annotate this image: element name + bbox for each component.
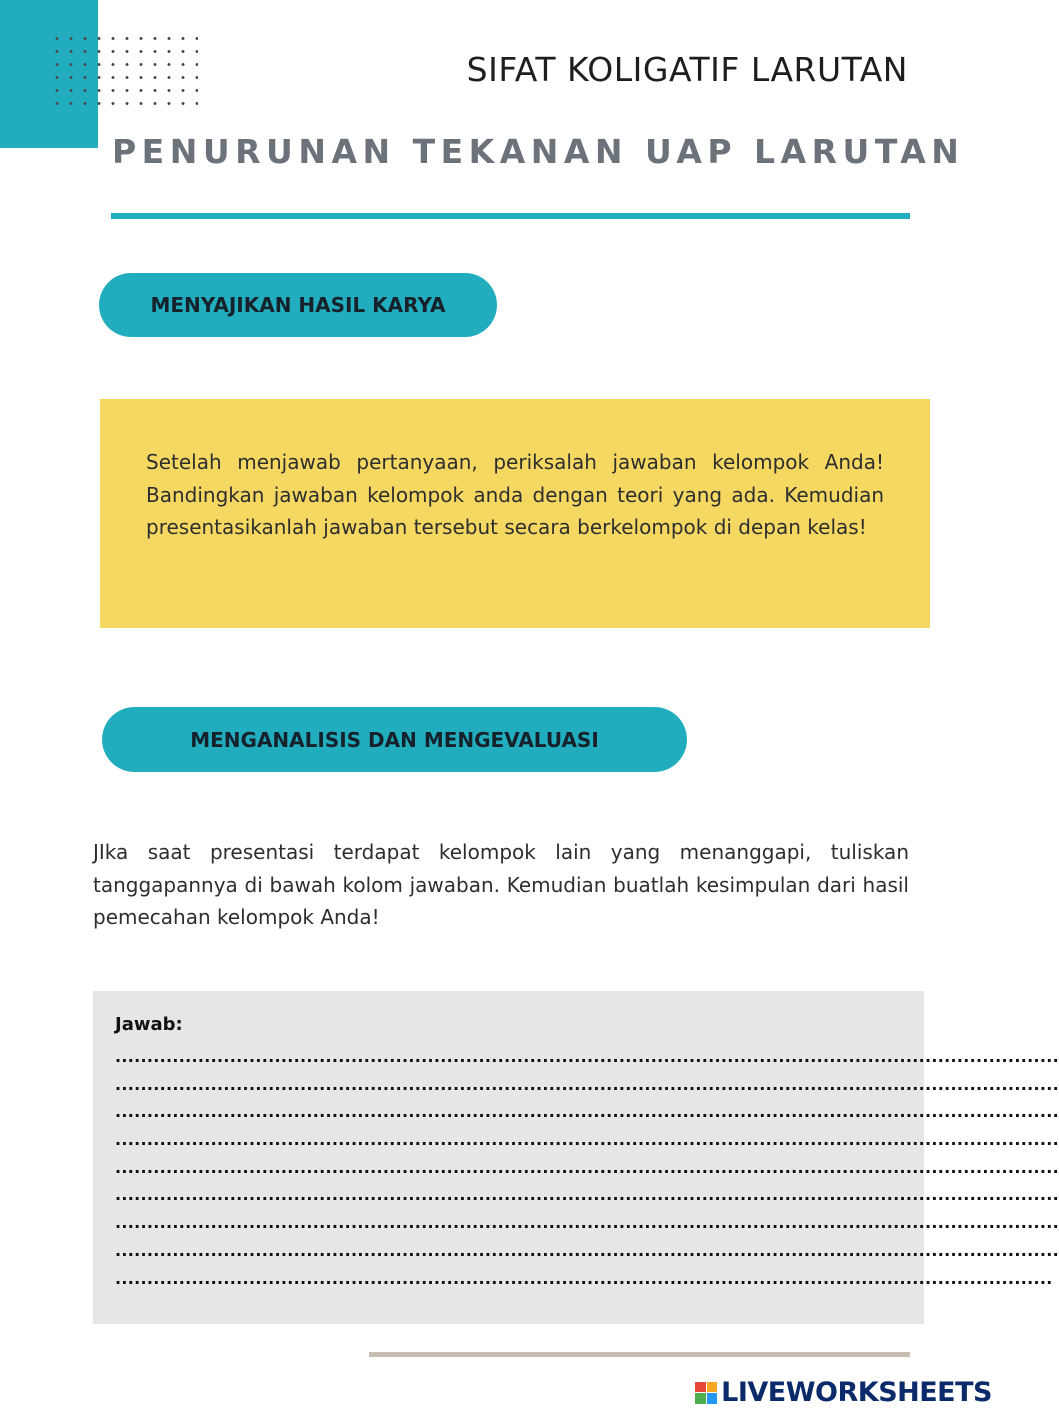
- answer-lines: [115, 1043, 1059, 1292]
- answer-box: [93, 991, 1059, 1324]
- instruction-text: Setelah menjawab pertanyaan, periksalah jawaban kelompok Anda! Bandingkan jawaban kelompok anda dengan teori yang ada. Kemudian presentasikanlah jawaban tersebut secara berkelompok di depan kelas!: [146, 450, 884, 539]
- instruction-box: [100, 399, 930, 628]
- answer-line[interactable]: ...................................................................................................................................................: [115, 1268, 1053, 1288]
- brand-watermark[interactable]: [695, 1377, 992, 1408]
- answer-line[interactable]: ....................................................................................................................................................: [115, 1213, 1059, 1233]
- dot-pattern-decoration: [50, 32, 198, 114]
- liveworksheets-logo-icon: [695, 1382, 717, 1404]
- answer-line[interactable]: ....................................................................................................................................................: [115, 1102, 1059, 1122]
- footer-divider: [369, 1352, 910, 1357]
- answer-line[interactable]: ....................................................................................................................................................: [115, 1047, 1059, 1066]
- title-divider: [111, 213, 910, 219]
- answer-line[interactable]: ....................................................................................................................................................: [115, 1157, 1059, 1177]
- brand-name: LIVEWORKSHEETS: [721, 1377, 992, 1408]
- answer-line[interactable]: ....................................................................................................................................................: [115, 1074, 1059, 1094]
- section-heading-presenting: MENYAJIKAN HASIL KARYA: [99, 273, 497, 337]
- answer-line[interactable]: ....................................................................................................................................................: [115, 1185, 1059, 1205]
- answer-line[interactable]: ....................................................................................................................................................: [115, 1130, 1059, 1150]
- answer-label: Jawab:: [115, 1014, 183, 1035]
- page-title: PENURUNAN TEKANAN UAP LARUTAN: [112, 132, 965, 171]
- answer-line[interactable]: ....................................................................................................................................................: [115, 1240, 1059, 1260]
- section-heading-analysis: MENGANALISIS DAN MENGEVALUASI: [102, 707, 687, 772]
- subject-title: SIFAT KOLIGATIF LARUTAN: [466, 50, 908, 89]
- analysis-instruction-text: JIka saat presentasi terdapat kelompok lain yang menanggapi, tuliskan tanggapannya di bawah kolom jawaban. Kemudian buatlah kesimpulan dari hasil pemecahan kelompok Anda!: [93, 840, 909, 929]
